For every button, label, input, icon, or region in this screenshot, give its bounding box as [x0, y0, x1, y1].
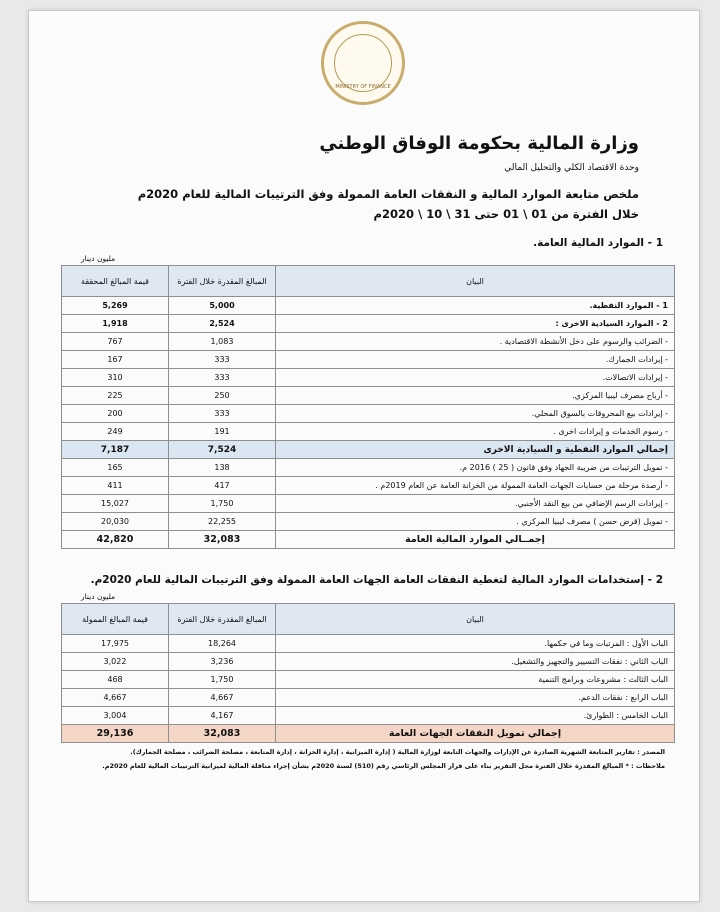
actual-cell: 200 [62, 405, 169, 423]
description-cell: إجمالي تمويل النفقات الجهات العامة [276, 725, 675, 743]
table-row [62, 351, 675, 369]
description-cell: - الضرائب والرسوم على دخل الأنشطة الاقتصادية . [276, 333, 675, 351]
description-cell: 2 - الموارد السيادية الاخرى : [276, 315, 675, 333]
estimated-cell: 5,000 [169, 297, 276, 315]
actual-cell: 167 [62, 351, 169, 369]
estimated-cell: 32,083 [169, 725, 276, 743]
section1-title: 1 - الموارد المالية العامة. [533, 237, 663, 249]
actual-cell: 7,187 [62, 441, 169, 459]
table-row [62, 671, 675, 689]
report-period: خلال الفترة من 01 \ 01 حتى 31 \ 10 \ 2020م [373, 207, 639, 221]
col-funded: قيمة المبالغ الممولة [62, 604, 169, 635]
description-cell: - تمويل الترتيبات من ضريبة الجهاد وفق قانون ( 25 ) 2016 م. [276, 459, 675, 477]
estimated-cell: 138 [169, 459, 276, 477]
table-row [62, 459, 675, 477]
table-row [62, 387, 675, 405]
description-cell: الباب الخامس : الطوارئ. [276, 707, 675, 725]
col-estimated: المبالغ المقدرة خلال الفترة [169, 604, 276, 635]
table-row [62, 423, 675, 441]
table-row [62, 689, 675, 707]
table-row [62, 369, 675, 387]
grand-total-row [62, 725, 675, 743]
estimated-cell: 333 [169, 351, 276, 369]
description-cell: - إيرادات الجمارك. [276, 351, 675, 369]
description-cell: - إيرادات الاتصالات. [276, 369, 675, 387]
actual-cell: 1,918 [62, 315, 169, 333]
col-actual: قيمة المبالغ المحققة [62, 266, 169, 297]
col-description: البيان [276, 604, 675, 635]
source-note: المصدر : تقارير المتابعة الشهرية الصادرة عن الإدارات والجهات التابعة لوزارة المالية ( إدارة الميزانية ، إدارة الخزانة ، إدارة المتابعة ، مصلحة الضرائب ، مصلحة الجمارك). [130, 748, 665, 756]
description-cell: إجمــالي الموارد المالية العامة [276, 531, 675, 549]
estimated-cell: 3,236 [169, 653, 276, 671]
estimated-cell: 1,750 [169, 495, 276, 513]
description-cell: الباب الرابع : نفقات الدعم. [276, 689, 675, 707]
estimated-cell: 4,667 [169, 689, 276, 707]
estimated-cell: 250 [169, 387, 276, 405]
description-cell: - إيرادات بيع المحروقات بالسوق المحلي. [276, 405, 675, 423]
seal-text: MINISTRY OF FINANCE [335, 84, 391, 90]
table-row [62, 653, 675, 671]
table-row [62, 635, 675, 653]
funded-cell: 17,975 [62, 635, 169, 653]
remarks-note: ملاحظات : * المبالغ المقدرة خلال الفترة محل التقرير بناء على قرار المجلس الرئاسي رقم (510) لسنة 2020م بشأن إجراء مناقلة المالية لميزانية الترتيبات المالية للعام 2020م. [102, 762, 665, 770]
funded-cell: 3,004 [62, 707, 169, 725]
table-row [62, 333, 675, 351]
actual-cell: 310 [62, 369, 169, 387]
actual-cell: 411 [62, 477, 169, 495]
estimated-cell: 333 [169, 369, 276, 387]
funded-cell: 4,667 [62, 689, 169, 707]
estimated-cell: 18,264 [169, 635, 276, 653]
actual-cell: 767 [62, 333, 169, 351]
estimated-cell: 7,524 [169, 441, 276, 459]
col-description: البيان [276, 266, 675, 297]
description-cell: - أرصدة مرحلة من حسابات الجهات العامة الممولة من الخزانة العامة عن العام 2019م . [276, 477, 675, 495]
funded-cell: 29,136 [62, 725, 169, 743]
estimated-cell: 1,750 [169, 671, 276, 689]
estimated-cell: 333 [169, 405, 276, 423]
description-cell: - إيرادات الرسم الإضافي من بيع النقد الأجنبي. [276, 495, 675, 513]
funded-cell: 468 [62, 671, 169, 689]
table-row [62, 495, 675, 513]
resources-table [61, 265, 675, 549]
description-cell: الباب الأول : المرتبات وما في حكمها. [276, 635, 675, 653]
description-cell: - أرباح مصرف ليبيا المركزي. [276, 387, 675, 405]
actual-cell: 249 [62, 423, 169, 441]
actual-cell: 225 [62, 387, 169, 405]
estimated-cell: 417 [169, 477, 276, 495]
unit-subtitle: وحدة الاقتصاد الكلي والتحليل المالي [504, 163, 639, 173]
description-cell: إجمالي الموارد النفطية و السيادية الاخرى [276, 441, 675, 459]
actual-cell: 15,027 [62, 495, 169, 513]
document-page [28, 10, 700, 902]
description-cell: - تمويل (قرض حسن ) مصرف ليبيا المركزي . [276, 513, 675, 531]
table-row [62, 707, 675, 725]
table-row [62, 297, 675, 315]
actual-cell: 165 [62, 459, 169, 477]
description-cell: الباب الثاني : نفقات التسيير والتجهيز والتشغيل. [276, 653, 675, 671]
section1-unit: مليون دينار [81, 254, 116, 263]
ministry-title: وزارة المالية بحكومة الوفاق الوطني [319, 133, 639, 154]
table-row [62, 315, 675, 333]
estimated-cell: 22,255 [169, 513, 276, 531]
subtotal-row [62, 441, 675, 459]
actual-cell: 42,820 [62, 531, 169, 549]
section2-unit: مليون دينار [81, 592, 116, 601]
report-title: ملخص متابعة الموارد المالية و النفقات العامة الممولة وفق الترتيبات المالية للعام 2020م [137, 187, 639, 201]
estimated-cell: 2,524 [169, 315, 276, 333]
estimated-cell: 4,167 [169, 707, 276, 725]
col-estimated: المبالغ المقدرة خلال الفترة [169, 266, 276, 297]
actual-cell: 20,030 [62, 513, 169, 531]
expenditures-table [61, 603, 675, 743]
estimated-cell: 1,083 [169, 333, 276, 351]
ministry-seal-logo [321, 21, 405, 105]
description-cell: 1 - الموارد النفطية. [276, 297, 675, 315]
table-row [62, 477, 675, 495]
table-row [62, 405, 675, 423]
grand-total-row [62, 531, 675, 549]
actual-cell: 5,269 [62, 297, 169, 315]
estimated-cell: 32,083 [169, 531, 276, 549]
description-cell: - رسوم الخدمات و إيرادات اخرى . [276, 423, 675, 441]
description-cell: الباب الثالث : مشروعات وبرامج التنمية [276, 671, 675, 689]
section2-title: 2 - إستخدامات الموارد المالية لتغطية النفقات العامة الجهات العامة الممولة وفق الترتيبات المالية للعام 2020م. [90, 574, 663, 586]
table-row [62, 513, 675, 531]
funded-cell: 3,022 [62, 653, 169, 671]
estimated-cell: 191 [169, 423, 276, 441]
